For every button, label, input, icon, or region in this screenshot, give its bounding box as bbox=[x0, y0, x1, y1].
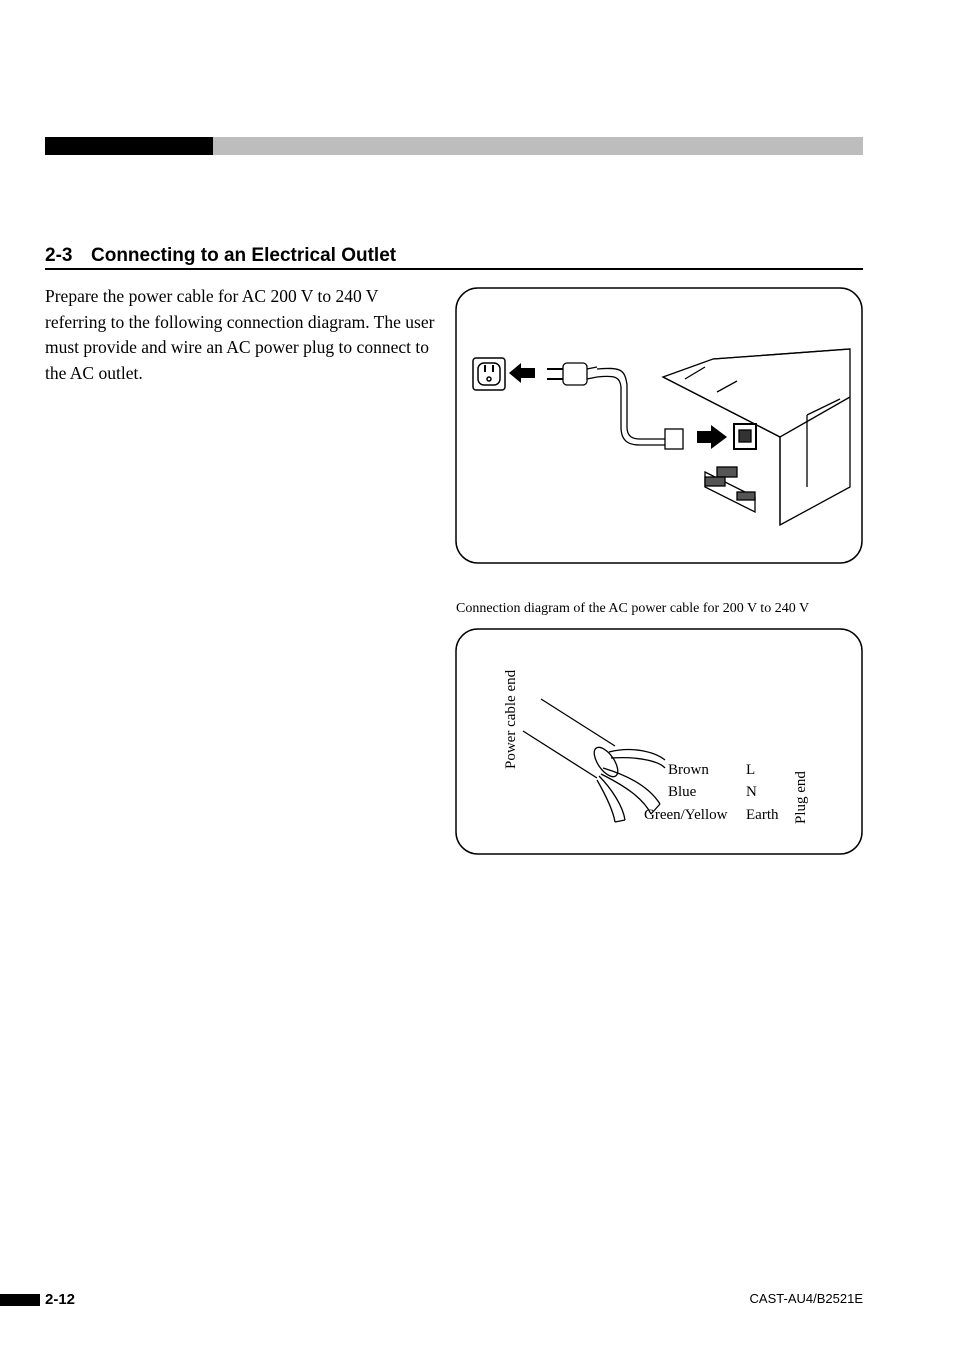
outlet-connection-figure bbox=[455, 287, 863, 564]
cord-connector bbox=[665, 429, 683, 449]
plug-end-label: Plug end bbox=[793, 771, 809, 824]
wire-terminal-n: N bbox=[746, 784, 757, 800]
wire-color-green-yellow: Green/Yellow bbox=[644, 807, 728, 823]
wire-color-brown: Brown bbox=[668, 762, 709, 778]
wire-terminal-l: L bbox=[746, 762, 756, 778]
power-cable-end-label: Power cable end bbox=[503, 669, 519, 769]
footer-bar bbox=[0, 1294, 40, 1306]
instruction-paragraph: Prepare the power cable for AC 200 V to 240 V referring to the following connection diagram. The user must provide and wire an AC power plug to connect to the AC outlet. bbox=[45, 286, 435, 383]
section-number: 2-3 bbox=[45, 245, 73, 266]
section-heading bbox=[45, 244, 863, 270]
wire-color-blue: Blue bbox=[668, 784, 697, 800]
instruction-text bbox=[45, 284, 435, 386]
page-number: 2-12 bbox=[45, 1291, 76, 1308]
figure-caption: Connection diagram of the AC power cable for 200 V to 240 V bbox=[456, 601, 810, 616]
section-title: Connecting to an Electrical Outlet bbox=[91, 245, 397, 266]
chapter-header-bar-accent bbox=[45, 137, 213, 155]
chapter-header-bar bbox=[45, 137, 863, 155]
document-code: CAST-AU4/B2521E bbox=[749, 1291, 863, 1306]
wire-terminal-earth: Earth bbox=[746, 807, 779, 823]
wiring-diagram bbox=[455, 628, 863, 855]
